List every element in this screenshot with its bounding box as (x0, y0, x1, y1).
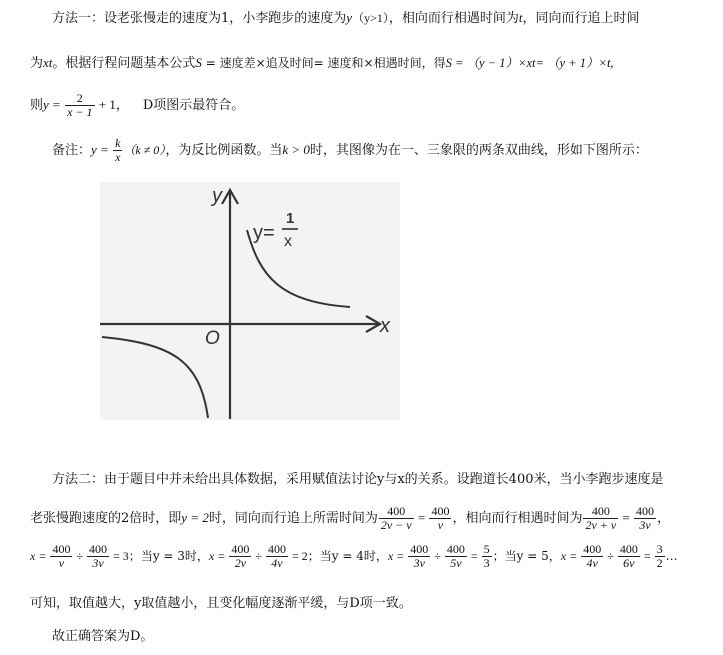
fraction: $\frac{400}{3v}$ (410, 542, 429, 570)
method2-line3: x = $\frac{400}{v}$ ÷ $\frac{400}{3v}$ = 3；当y = 3时，x = $\frac{400}{2v}$ ÷ $\frac{400}{4v}$ = 2；当y = 4时，x = $\frac{400}{3v}$ ÷ $\frac{400}{5v}$ = $\frac{5}{3}$ ；当y = 5，x = $\frac{400}{4v}$ ÷ $\frac{400}{6v}$ = $\frac{3}{2}$ … (30, 542, 678, 570)
method1-line3: 则y = $\frac{2}{x - 1}$ + 1， D项图示最符合。 (30, 91, 245, 119)
y-axis-label: y (212, 185, 222, 207)
origin-label: O (205, 328, 220, 349)
fraction: $\frac{400}{2v}$ (231, 542, 250, 570)
fraction: $\frac{400}{2v + v}$ (585, 504, 617, 532)
hyperbola-graph (100, 182, 400, 420)
curve-label-y: y= (253, 222, 275, 244)
graph-background (100, 182, 400, 420)
x-axis-label: x (380, 315, 390, 337)
fraction: $\frac{5}{3}$ (483, 542, 490, 570)
method2-line1: 方法二：由于题目中并未给出具体数据，采用赋值法讨论y与x的关系。设跑道长400米，当小李跑步速度是 (52, 472, 664, 487)
answer-line: 故正确答案为D。 (52, 629, 154, 644)
curve-label-numerator: 1 (286, 210, 295, 227)
method2-line2: 老张慢跑速度的2倍时，即y = 2时，同向而行追上所需时间为 $\frac{400}{2v - v}$ = $\frac{400}{v}$ ，相向而行相遇时间为 $\frac{400}{2v + v}$ = $\frac{400}{3v}$ ， (30, 504, 671, 532)
curve-label-denominator: x (284, 233, 292, 250)
fraction: $\frac{400}{3v}$ (636, 504, 655, 532)
fraction: $\frac{400}{v}$ (52, 542, 71, 570)
fraction: $\frac{400}{4v}$ (583, 542, 602, 570)
fraction: $\frac{400}{4v}$ (267, 542, 286, 570)
fraction: $\frac{400}{2v - v}$ (380, 504, 412, 532)
method1-line1: 方法一：设老张慢走的速度为1，小李跑步的速度为y（y>1），相向而行相遇时间为t，同向而行追上时间 (52, 10, 640, 26)
fraction: $\frac{400}{5v}$ (446, 542, 465, 570)
fraction: $\frac{400}{6v}$ (619, 542, 638, 570)
method2-line4: 可知，取值越大，y取值越小，且变化幅度逐渐平缓，与D项一致。 (30, 596, 412, 611)
note-line: 备注：y = $\frac{k}{x}$ （k ≠ 0），为反比例函数。当k > 0时，其图像为在一、三象限的两条双曲线，形如下图所示： (52, 136, 648, 164)
fraction: $\frac{3}{2}$ (656, 542, 663, 570)
fraction: $\frac{400}{v}$ (431, 504, 450, 532)
fraction: $\frac{2}{x - 1}$ (67, 91, 93, 119)
fraction: $\frac{k}{x}$ (115, 136, 121, 164)
fraction: $\frac{400}{3v}$ (89, 542, 108, 570)
method1-line2: 为xt。根据行程问题基本公式S = 速度差×追及时间= 速度和×相遇时间，得S = （y − 1）×xt= （y + 1）×t, (30, 55, 614, 71)
